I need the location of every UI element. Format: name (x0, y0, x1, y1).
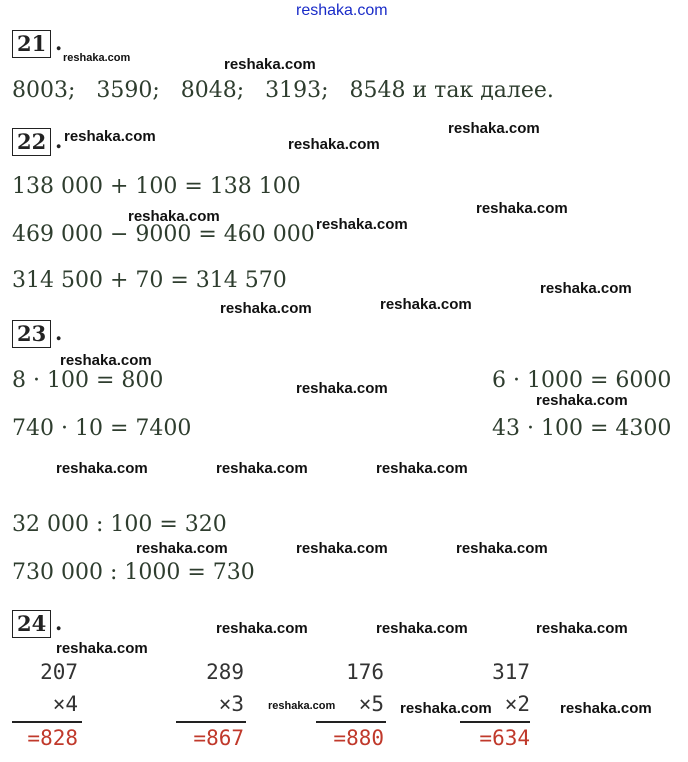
watermark: reshaka.com (400, 700, 492, 717)
mult-3-top: 176 (346, 660, 384, 684)
task-23-left-1: 8 · 100 = 800 (12, 368, 164, 393)
mult-3-factor: ×5 (358, 692, 384, 716)
task-21-dot: . (55, 30, 63, 55)
watermark: reshaka.com (56, 460, 148, 477)
watermark-top-link[interactable]: reshaka.com (296, 2, 388, 19)
task-24-dot: . (55, 610, 63, 635)
watermark: reshaka.com (536, 392, 628, 409)
task-22-equation-1: 138 000 + 100 = 138 100 (12, 174, 301, 199)
task-23-right-1: 6 · 1000 = 6000 (492, 368, 672, 393)
mult-1-line (12, 721, 82, 723)
task-21-answer: 8003; 3590; 8048; 3193; 8548 и так далее. (12, 78, 554, 103)
watermark: reshaka.com (63, 52, 131, 64)
mult-3-line (316, 721, 386, 723)
watermark: reshaka.com (456, 540, 548, 557)
watermark: reshaka.com (536, 620, 628, 637)
watermark: reshaka.com (216, 620, 308, 637)
watermark: reshaka.com (56, 640, 148, 657)
mult-1-factor: ×4 (52, 692, 78, 716)
mult-4-factor: ×2 (504, 692, 530, 716)
task-23-division-2: 730 000 : 1000 = 730 (12, 560, 255, 585)
task-23-dot: . (55, 320, 63, 345)
watermark: reshaka.com (296, 540, 388, 557)
watermark: reshaka.com (288, 136, 380, 153)
watermark: reshaka.com (316, 216, 408, 233)
watermark: reshaka.com (476, 200, 568, 217)
task-24-number: 24 (12, 610, 51, 638)
watermark: reshaka.com (136, 540, 228, 557)
watermark: reshaka.com (224, 56, 316, 73)
mult-4-line (460, 721, 530, 723)
task-22-equation-2: 469 000 − 9000 = 460 000 (12, 222, 315, 247)
watermark: reshaka.com (376, 460, 468, 477)
watermark: reshaka.com (296, 380, 388, 397)
mult-2-result: =867 (193, 726, 244, 750)
mult-1-result: =828 (27, 726, 78, 750)
watermark: reshaka.com (64, 128, 156, 145)
task-22-number: 22 (12, 128, 51, 156)
watermark: reshaka.com (540, 280, 632, 297)
task-22-equation-3: 314 500 + 70 = 314 570 (12, 268, 287, 293)
mult-4-top: 317 (492, 660, 530, 684)
watermark: reshaka.com (268, 700, 336, 712)
watermark: reshaka.com (380, 296, 472, 313)
mult-2-factor: ×3 (218, 692, 244, 716)
task-23-right-2: 43 · 100 = 4300 (492, 416, 672, 441)
task-23-number: 23 (12, 320, 51, 348)
mult-2-top: 289 (206, 660, 244, 684)
watermark: reshaka.com (216, 460, 308, 477)
watermark: reshaka.com (220, 300, 312, 317)
task-23-division-1: 32 000 : 100 = 320 (12, 512, 227, 537)
task-23-left-2: 740 · 10 = 7400 (12, 416, 192, 441)
watermark: reshaka.com (60, 352, 152, 369)
mult-2-line (176, 721, 246, 723)
watermark: reshaka.com (560, 700, 652, 717)
watermark: reshaka.com (376, 620, 468, 637)
watermark: reshaka.com (448, 120, 540, 137)
mult-1-top: 207 (40, 660, 78, 684)
task-21-number: 21 (12, 30, 51, 58)
mult-4-result: =634 (479, 726, 530, 750)
task-22-dot: . (55, 128, 63, 153)
watermark: reshaka.com (128, 208, 220, 225)
mult-3-result: =880 (333, 726, 384, 750)
